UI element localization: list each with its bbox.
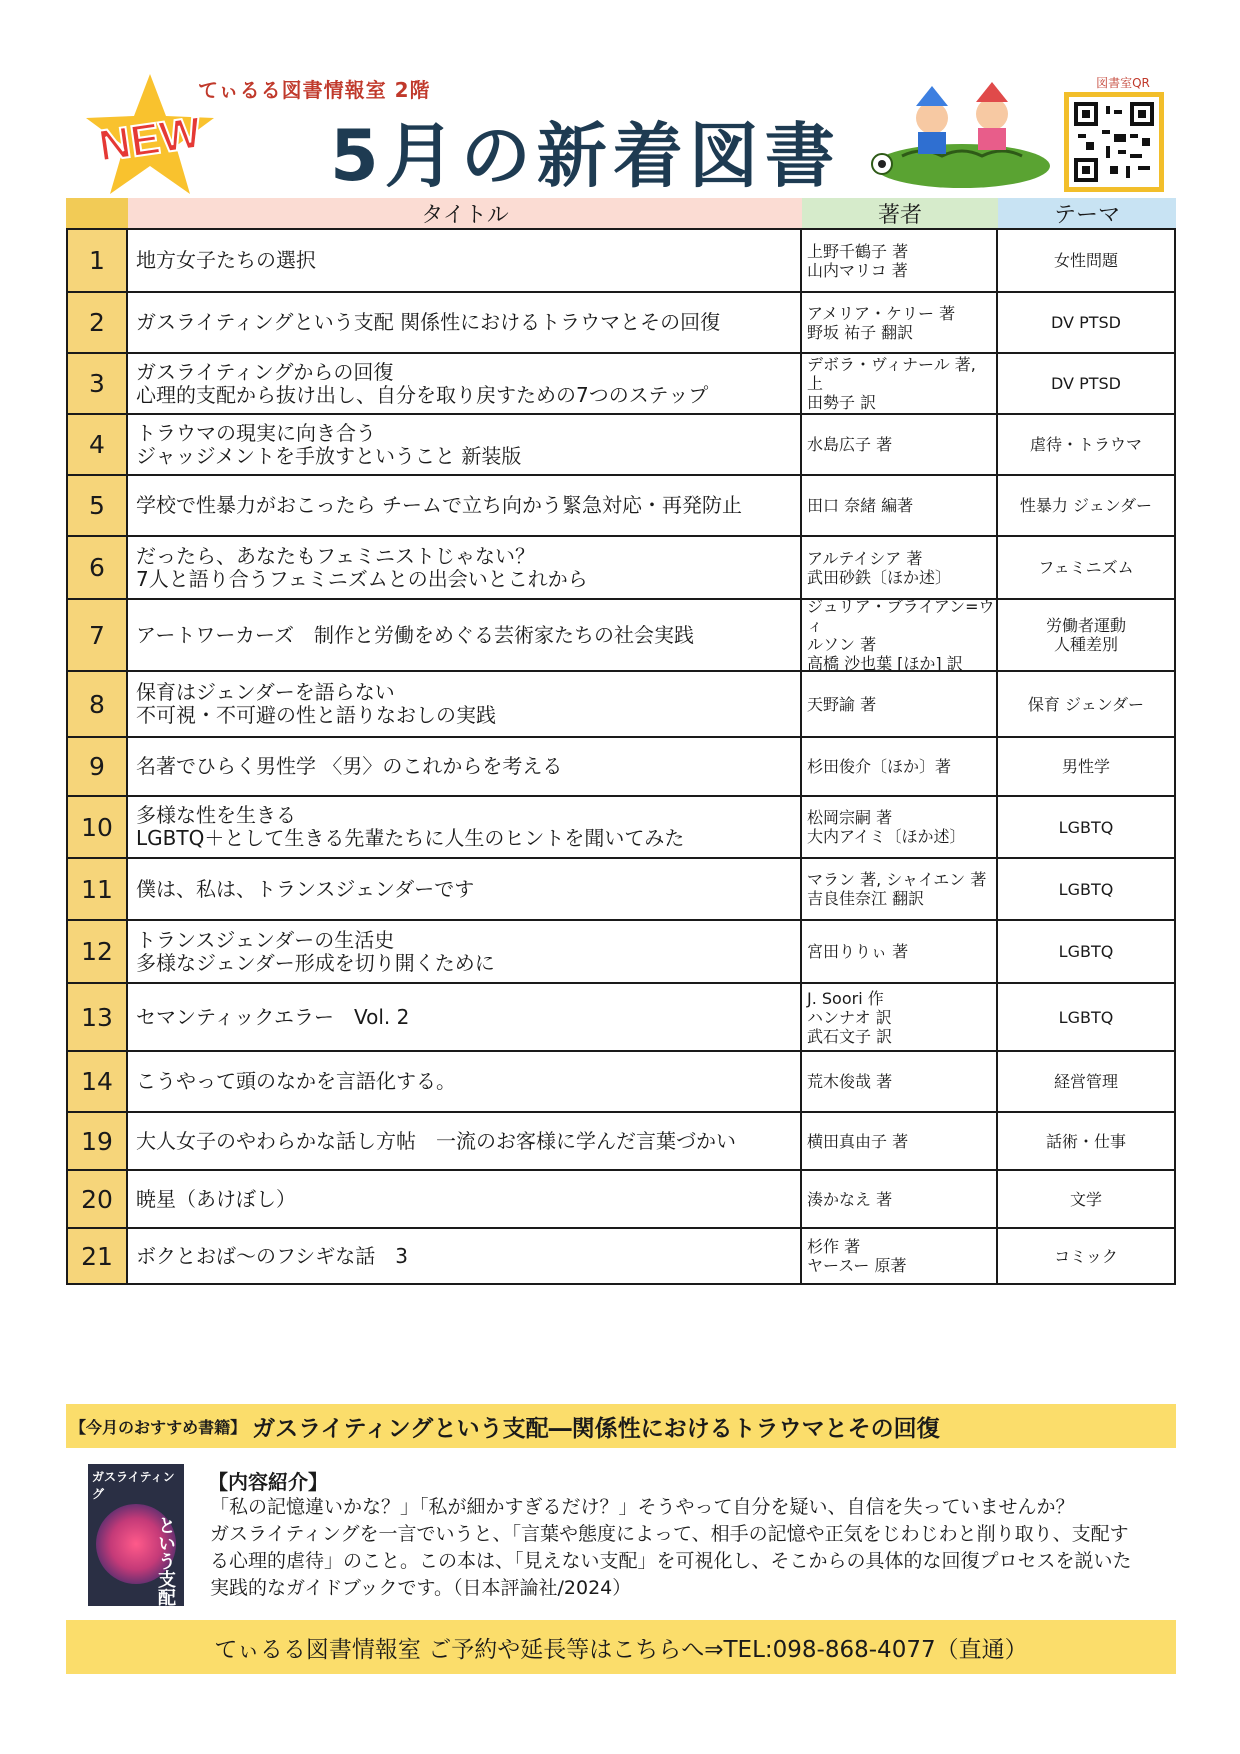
book-theme-cell bbox=[998, 984, 1174, 1050]
row-number: 11 bbox=[68, 859, 128, 919]
book-title-cell bbox=[128, 672, 802, 736]
table-row bbox=[68, 291, 1174, 352]
book-theme-cell bbox=[998, 537, 1174, 598]
row-number: 4 bbox=[68, 415, 128, 474]
row-number: 8 bbox=[68, 672, 128, 736]
book-title-cell bbox=[128, 984, 802, 1050]
book-title-cell bbox=[128, 1171, 802, 1227]
book-theme-line: 文学 bbox=[1069, 1189, 1102, 1209]
new-books-table bbox=[66, 198, 1176, 1285]
book-author-cell bbox=[802, 921, 998, 982]
book-theme-cell bbox=[998, 1171, 1174, 1227]
intro-line: 実践的なガイドブックです。（日本評論社/2024） bbox=[210, 1577, 632, 1599]
row-number: 12 bbox=[68, 921, 128, 982]
book-author-cell bbox=[802, 1229, 998, 1283]
book-author-line: 武石文子 訳 bbox=[807, 1026, 893, 1046]
book-author-line: J. Soori 作 bbox=[807, 988, 884, 1008]
cover-title-vertical: という支配 bbox=[155, 1516, 176, 1606]
book-title-cell bbox=[128, 797, 802, 857]
book-theme-cell bbox=[998, 600, 1174, 670]
book-theme-cell bbox=[998, 1113, 1174, 1169]
book-author-line: 田口 奈緒 編著 bbox=[807, 496, 914, 515]
book-author-cell bbox=[802, 1113, 998, 1169]
book-title-line: 7人と語り合うフェミニズムとの出会いとこれから bbox=[136, 566, 588, 591]
book-theme-line: DV PTSD bbox=[1051, 313, 1121, 332]
book-title-line: ガスライティングという支配 関係性におけるトラウマとその回復 bbox=[136, 310, 721, 334]
book-author-cell bbox=[802, 797, 998, 857]
book-title-line: こうやって頭のなかを言語化する。 bbox=[136, 1069, 456, 1093]
koinobori-kids-illustration bbox=[862, 72, 1062, 196]
book-theme-line: 男性学 bbox=[1061, 757, 1110, 776]
book-author-line: 杉田俊介〔ほか〕著 bbox=[807, 757, 952, 776]
book-author-cell bbox=[802, 476, 998, 535]
book-title-cell bbox=[128, 1113, 802, 1169]
book-theme-line: フェミニズム bbox=[1038, 558, 1134, 577]
book-author-line: ジュリア・ブライアン=ウィ bbox=[807, 597, 995, 635]
book-theme-line: LGBTQ bbox=[1058, 1007, 1114, 1027]
intro-line: 「私の記憶違いかな？」「私が細かすぎるだけ？」そうやって自分を疑い、自信を失っていませんか？ bbox=[210, 1496, 1075, 1518]
book-author-line: 宮田りりぃ 著 bbox=[807, 942, 909, 961]
book-title-line: だったら、あなたもフェミニストじゃない？ bbox=[136, 543, 535, 568]
table-row bbox=[68, 919, 1174, 982]
table-row bbox=[68, 535, 1174, 598]
table-row bbox=[68, 1050, 1174, 1111]
book-theme-line: 話術・仕事 bbox=[1045, 1131, 1126, 1151]
row-number: 3 bbox=[68, 354, 128, 413]
book-author-line: 山内マリコ 著 bbox=[807, 260, 908, 280]
row-number: 7 bbox=[68, 600, 128, 670]
book-title-cell bbox=[128, 415, 802, 474]
book-title-cell bbox=[128, 293, 802, 352]
header-number bbox=[66, 198, 128, 228]
table-row bbox=[68, 1111, 1174, 1169]
book-title-line: アートワーカーズ 制作と労働をめぐる芸術家たちの社会実践 bbox=[136, 622, 694, 647]
book-author-line: ルソン 著 bbox=[807, 635, 877, 654]
book-title-cell bbox=[128, 1229, 802, 1283]
recommendation-bar bbox=[66, 1404, 1176, 1448]
book-theme-cell bbox=[998, 1052, 1174, 1111]
book-title-line: ガスライティングからの回復 bbox=[136, 359, 394, 384]
qr-label: 図書室QR bbox=[1096, 76, 1150, 90]
row-number: 10 bbox=[68, 797, 128, 857]
book-title-cell bbox=[128, 921, 802, 982]
book-theme-line: コミック bbox=[1054, 1246, 1118, 1266]
book-theme-cell bbox=[998, 230, 1174, 291]
book-theme-cell bbox=[998, 921, 1174, 982]
book-theme-cell bbox=[998, 293, 1174, 352]
book-author-cell bbox=[802, 672, 998, 736]
book-title-line: 大人女子のやわらかな話し方帖 一流のお客様に学んだ言葉づかい bbox=[136, 1128, 736, 1153]
book-author-cell bbox=[802, 738, 998, 795]
book-author-line: アルテイシア 著 bbox=[807, 548, 923, 568]
book-title-line: ボクとおば～のフシギな話 3 bbox=[136, 1243, 408, 1268]
book-theme-line: 労働者運動 bbox=[1045, 616, 1126, 635]
table-row bbox=[68, 413, 1174, 474]
row-number: 9 bbox=[68, 738, 128, 795]
table-row bbox=[68, 982, 1174, 1050]
book-title-line: 暁星（あけぼし） bbox=[136, 1186, 296, 1211]
book-author-line: 上野千鶴子 著 bbox=[807, 241, 909, 261]
book-title-line: 多様なジェンダー形成を切り開くために bbox=[136, 950, 495, 975]
book-author-cell bbox=[802, 1171, 998, 1227]
book-title-line: セマンティックエラー Vol. 2 bbox=[136, 1004, 410, 1029]
book-theme-line: 経営管理 bbox=[1053, 1072, 1118, 1091]
book-title-line: 地方女子たちの選択 bbox=[136, 248, 316, 272]
book-author-line: 田勢子 訳 bbox=[807, 393, 877, 412]
book-title-cell bbox=[128, 476, 802, 535]
book-theme-cell bbox=[998, 476, 1174, 535]
book-author-line: 野坂 祐子 翻訳 bbox=[807, 322, 914, 342]
book-title-line: LGBTQ＋として生きる先輩たちに人生のヒントを聞いてみた bbox=[136, 826, 685, 850]
book-author-line: 杉作 著 bbox=[807, 1237, 861, 1256]
book-title-cell bbox=[128, 859, 802, 919]
book-title-line: ジャッジメントを手放すということ 新装版 bbox=[136, 443, 522, 468]
book-theme-cell bbox=[998, 354, 1174, 413]
intro-heading: 【内容紹介】 bbox=[208, 1470, 328, 1494]
header-title: タイトル bbox=[128, 198, 802, 228]
table-header bbox=[66, 198, 1176, 228]
table-row bbox=[68, 230, 1174, 291]
contact-footer: てぃるる図書情報室 ご予約や延長等はこちらへ⇒TEL:098-868-4077（直通） bbox=[66, 1620, 1176, 1674]
table-row bbox=[68, 1227, 1174, 1283]
book-theme-cell bbox=[998, 415, 1174, 474]
book-author-cell bbox=[802, 537, 998, 598]
book-author-line: マラン 著, シャイエン 著 bbox=[807, 870, 987, 889]
book-author-line: アメリア・ケリー 著 bbox=[807, 303, 956, 323]
book-author-cell bbox=[802, 293, 998, 352]
row-number: 13 bbox=[68, 984, 128, 1050]
book-title-cell bbox=[128, 600, 802, 670]
book-title-cell bbox=[128, 537, 802, 598]
book-author-line: 天野諭 著 bbox=[807, 694, 877, 714]
header-author: 著者 bbox=[802, 198, 998, 228]
recommendation-title: ガスライティングという支配―関係性におけるトラウマとその回復 bbox=[252, 1415, 940, 1442]
book-author-line: 水島広子 著 bbox=[807, 435, 893, 454]
book-cover-image bbox=[88, 1464, 184, 1606]
book-title-cell bbox=[128, 230, 802, 291]
book-author-line: ヤースー 原著 bbox=[807, 1256, 907, 1275]
book-author-line: 横田真由子 著 bbox=[807, 1131, 909, 1151]
book-title-line: 僕は、私は、トランスジェンダーです bbox=[136, 876, 475, 901]
book-title-line: トラウマの現実に向き合う bbox=[136, 420, 376, 445]
book-theme-line: 女性問題 bbox=[1053, 251, 1118, 270]
book-title-line: 名著でひらく男性学 〈男〉のこれからを考える bbox=[136, 754, 563, 778]
book-title-cell bbox=[128, 354, 802, 413]
book-theme-line: 虐待・トラウマ bbox=[1029, 435, 1142, 454]
book-theme-cell bbox=[998, 672, 1174, 736]
book-theme-cell bbox=[998, 738, 1174, 795]
book-author-line: 湊かなえ 著 bbox=[807, 1189, 893, 1209]
table-row bbox=[68, 474, 1174, 535]
intro-text bbox=[210, 1494, 1160, 1602]
book-title-line: 保育はジェンダーを語らない bbox=[136, 680, 395, 704]
table-row bbox=[68, 352, 1174, 413]
table-row bbox=[68, 795, 1174, 857]
book-theme-line: 人種差別 bbox=[1053, 635, 1118, 654]
row-number: 19 bbox=[68, 1113, 128, 1169]
book-author-line: 武田砂鉄〔ほか述〕 bbox=[807, 567, 952, 587]
book-theme-line: DV PTSD bbox=[1051, 374, 1121, 393]
book-title-line: 不可視・不可避の性と語りなおしの実践 bbox=[136, 703, 496, 727]
row-number: 2 bbox=[68, 293, 128, 352]
book-author-cell bbox=[802, 859, 998, 919]
page-title: 5月の新着図書 bbox=[330, 115, 841, 197]
book-author-line: 荒木俊哉 著 bbox=[807, 1072, 893, 1091]
book-author-cell bbox=[802, 354, 998, 413]
book-title-line: トランスジェンダーの生活史 bbox=[136, 927, 395, 952]
book-author-line: デボラ・ヴィナール 著, 上 bbox=[807, 355, 976, 393]
book-title-line: 多様な性を生きる bbox=[136, 803, 296, 827]
book-theme-cell bbox=[998, 859, 1174, 919]
book-title-cell bbox=[128, 738, 802, 795]
book-author-line: ハンナオ 訳 bbox=[807, 1007, 892, 1027]
book-theme-line: LGBTQ bbox=[1058, 942, 1114, 961]
book-author-line: 高橋 沙也葉 [ほか] 訳 bbox=[807, 654, 963, 673]
book-theme-cell bbox=[998, 1229, 1174, 1283]
table-body bbox=[66, 228, 1176, 1285]
book-theme-line: LGBTQ bbox=[1058, 879, 1114, 899]
cover-title: ガスライティング bbox=[92, 1470, 175, 1501]
table-row bbox=[68, 670, 1174, 736]
book-theme-line: 保育 ジェンダー bbox=[1027, 694, 1145, 714]
book-author-line: 吉良佳奈江 翻訳 bbox=[807, 889, 925, 908]
table-row bbox=[68, 597, 1174, 673]
row-number: 14 bbox=[68, 1052, 128, 1111]
book-author-cell bbox=[802, 230, 998, 291]
book-title-line: 学校で性暴力がおこったら チームで立ち向かう緊急対応・再発防止 bbox=[136, 493, 742, 517]
book-author-cell bbox=[802, 597, 998, 673]
row-number: 1 bbox=[68, 230, 128, 291]
book-author-line: 大内アイミ〔ほか述〕 bbox=[807, 827, 966, 846]
qr-code-icon bbox=[1074, 102, 1154, 182]
recommendation-label: 【今月のおすすめ書籍】 bbox=[70, 1417, 247, 1437]
row-number: 5 bbox=[68, 476, 128, 535]
table-row bbox=[68, 857, 1174, 919]
book-author-cell bbox=[802, 415, 998, 474]
book-author-cell bbox=[802, 1052, 998, 1111]
table-row bbox=[68, 736, 1174, 795]
new-badge-text: NEW bbox=[95, 108, 205, 171]
row-number: 20 bbox=[68, 1171, 128, 1227]
table-row bbox=[68, 1169, 1174, 1227]
library-qr-code[interactable] bbox=[1064, 92, 1164, 192]
intro-line: る心理的虐待」のこと。この本は、「見えない支配」を可視化し、そこからの具体的な回復プロセスを説いた bbox=[210, 1550, 1132, 1572]
book-title-cell bbox=[128, 1052, 802, 1111]
book-author-cell bbox=[802, 984, 998, 1050]
row-number: 6 bbox=[68, 537, 128, 598]
book-title-line: 心理的支配から抜け出し、自分を取り戻すための7つのステップ bbox=[136, 382, 709, 407]
header-theme: テーマ bbox=[998, 198, 1176, 228]
book-author-line: 松岡宗嗣 著 bbox=[807, 808, 893, 827]
row-number: 21 bbox=[68, 1229, 128, 1283]
book-theme-line: 性暴力 ジェンダー bbox=[1019, 496, 1153, 515]
book-theme-line: LGBTQ bbox=[1058, 817, 1114, 837]
book-theme-cell bbox=[998, 797, 1174, 857]
intro-line: ガスライティングを一言でいうと、「言葉や態度によって、相手の記憶や正気をじわじわと削り取り、支配す bbox=[210, 1523, 1129, 1545]
library-subtitle: てぃるる図書情報室 2階 bbox=[198, 78, 431, 102]
